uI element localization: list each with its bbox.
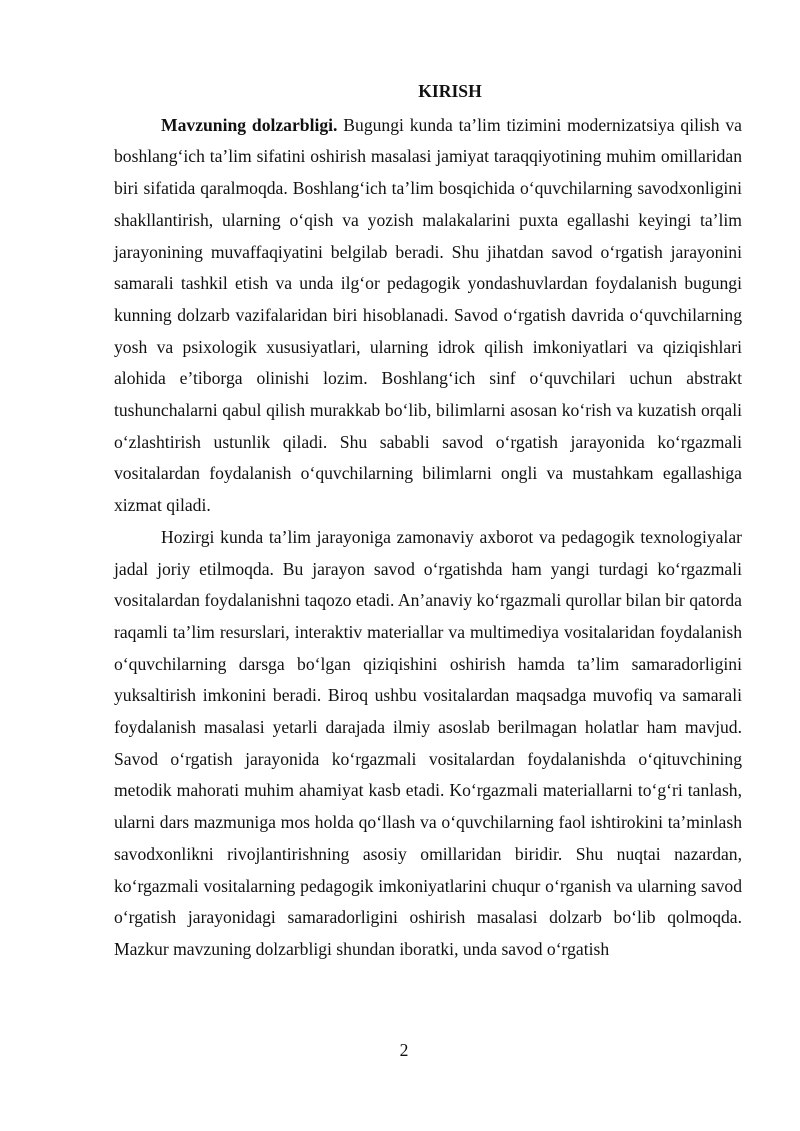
section-title: KIRISH xyxy=(418,81,482,101)
paragraph-lead: Mavzuning dolzarbligi. xyxy=(161,114,338,135)
page-number: 2 xyxy=(399,1040,409,1060)
paragraph-technologies: Hozirgi kunda ta’lim jarayoniga zamonaviy axborot va pedagogik texnologiyalar jadal joriy etilmoqda. Bu jarayon savod o‘rgatishda ham yangi turdagi ko‘rgazmali vositalardan foydalanishni taqozo etadi. An’anaviy ko‘rgazmali qurollar bilan bir qatorda raqamli ta’lim resurslari, interaktiv materiallar va multimediya vositalaridan foydalanish o‘quvchilarning darsga bo‘lgan qiziqishini oshirish hamda ta’lim samaradorligini yuksaltirish imkonini beradi. Biroq ushbu vositalardan maqsadga muvofiq va samarali foydalanish masalasi yetarli darajada ilmiy asoslab berilmagan holatlar ham mavjud. Savod o‘rgatish jarayonida ko‘rgazmali vositalardan foydalanishda o‘qituvchining metodik mahorati muhim ahamiyat kasb etadi. Ko‘rgazmali materiallarni to‘g‘ri tanlash, ularni dars mazmuniga mos holda qo‘llash va o‘quvchilarning faol ishtirokini ta’minlash savodxonlikni rivojlantirishning asosiy omillaridan biridir. Shu nuqtai nazardan, ko‘rgazmali vositalarning pedagogik imkoniyatlarini chuqur o‘rganish va ularning savod o‘rgatish jarayonidagi samaradorligini oshirish masalasi dolzarb bo‘lib qolmoqda. Mazkur mavzuning dolzarbligi shundan iboratki, unda savod o‘rgatish xyxy=(114,526,742,959)
page-body xyxy=(114,76,742,966)
paragraph-relevance xyxy=(114,110,742,522)
paragraph-relevance-text: Bugungi kunda ta’lim tizimini modernizatsiya qilish va boshlang‘ich ta’lim sifatini oshirish masalasi jamiyat taraqqiyotining muhim omillaridan biri sifatida qaralmoqda. Boshlang‘ich ta’lim bosqichida o‘quvchilarning savodxonligini shakllantirish, ularning o‘qish va yozish malakalarini puxta egallashi keyingi ta’lim jarayonining muvaffaqiyatini belgilab beradi. Shu jihatdan savod o‘rgatish jarayonini samarali tashkil etish va unda ilg‘or pedagogik yondashuvlardan foydalanish bugungi kunning dolzarb vazifalaridan biri hisoblanadi. Savod o‘rgatish davrida o‘quvchilarning yosh va psixologik xususiyatlari, ularning idrok qilish imkoniyatlari va qiziqishlari alohida e’tiborga olinishi lozim. Boshlang‘ich sinf o‘quvchilari uchun abstrakt tushunchalarni qabul qilish murakkab bo‘lib, bilimlarni asosan ko‘rish va kuzatish orqali o‘zlashtirish ustunlik qiladi. Shu sababli savod o‘rgatish jarayonida ko‘rgazmali vositalardan foydalanish o‘quvchilarning bilimlarni ongli va mustahkam egallashiga xizmat qiladi. xyxy=(114,114,742,516)
